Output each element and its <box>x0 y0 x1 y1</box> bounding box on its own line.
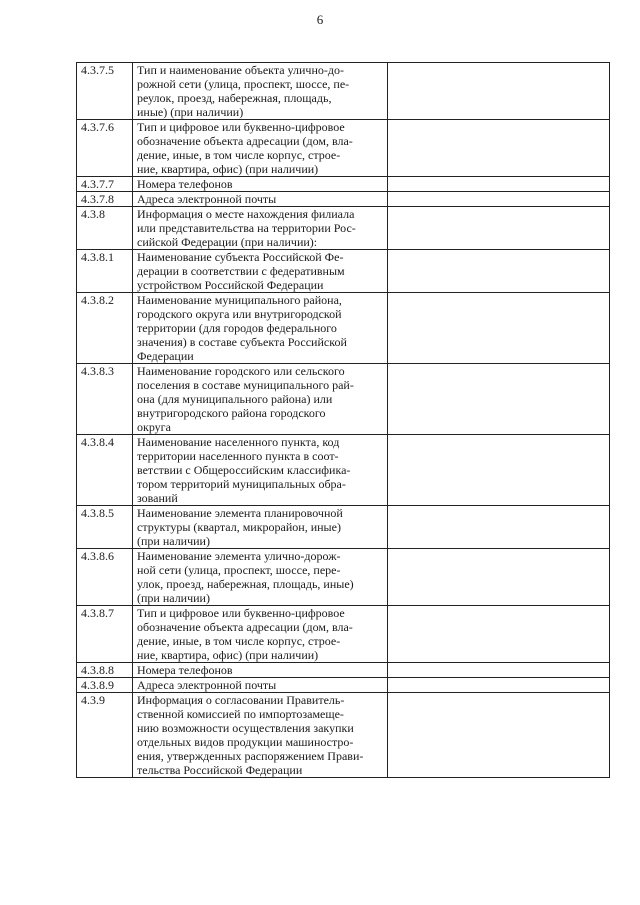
item-description: Наименование городского или сельского поселения в составе муниципального рай- она (для муниципального района) или внутригородского района городского округа <box>133 364 388 435</box>
item-description: Адреса электронной почты <box>133 678 388 693</box>
item-value-cell <box>388 606 610 663</box>
item-value-cell <box>388 435 610 506</box>
item-number: 4.3.8.4 <box>77 435 133 506</box>
item-description: Номера телефонов <box>133 177 388 192</box>
item-value-cell <box>388 177 610 192</box>
item-number: 4.3.7.6 <box>77 120 133 177</box>
item-value-cell <box>388 63 610 120</box>
item-description: Тип и цифровое или буквенно-цифровое обозначение объекта адресации (дом, вла- дение, иные, в том числе корпус, строе- ние, квартира, офис) (при наличии) <box>133 606 388 663</box>
table-row <box>77 678 610 693</box>
item-description: Информация о месте нахождения филиала или представительства на территории Рос- сийской Федерации (при наличии): <box>133 207 388 250</box>
item-number: 4.3.7.8 <box>77 192 133 207</box>
item-value-cell <box>388 549 610 606</box>
item-description: Адреса электронной почты <box>133 192 388 207</box>
table-row <box>77 293 610 364</box>
item-description: Наименование населенного пункта, код территории населенного пункта в соот- ветствии с Общероссийским классифика- тором территорий муниципальных обра- зований <box>133 435 388 506</box>
item-value-cell <box>388 663 610 678</box>
item-number: 4.3.8.5 <box>77 506 133 549</box>
item-description: Тип и цифровое или буквенно-цифровое обозначение объекта адресации (дом, вла- дение, иные, в том числе корпус, строе- ние, квартира, офис) (при наличии) <box>133 120 388 177</box>
item-description: Информация о согласовании Правитель- ственной комиссией по импортозамеще- нию возможности осуществления закупки отдельных видов продукции машиностро- ения, утвержденных распоряжением Прави- тельства Российской Федерации <box>133 693 388 778</box>
item-value-cell <box>388 693 610 778</box>
item-number: 4.3.8.9 <box>77 678 133 693</box>
table-row <box>77 435 610 506</box>
item-number: 4.3.8.2 <box>77 293 133 364</box>
table-row <box>77 63 610 120</box>
item-number: 4.3.8.7 <box>77 606 133 663</box>
item-description: Тип и наименование объекта улично-до- рожной сети (улица, проспект, шоссе, пе- реулок, проезд, набережная, площадь, иные) (при наличии) <box>133 63 388 120</box>
item-number: 4.3.8 <box>77 207 133 250</box>
page-number: 6 <box>316 12 324 27</box>
item-value-cell <box>388 120 610 177</box>
item-number: 4.3.7.7 <box>77 177 133 192</box>
item-value-cell <box>388 293 610 364</box>
item-number: 4.3.8.6 <box>77 549 133 606</box>
requirements-table <box>76 62 610 778</box>
item-description: Номера телефонов <box>133 663 388 678</box>
item-value-cell <box>388 250 610 293</box>
table-row <box>77 364 610 435</box>
item-value-cell <box>388 678 610 693</box>
table-row <box>77 693 610 778</box>
table-row <box>77 606 610 663</box>
table-row <box>77 663 610 678</box>
item-number: 4.3.9 <box>77 693 133 778</box>
item-number: 4.3.7.5 <box>77 63 133 120</box>
table-row <box>77 207 610 250</box>
item-number: 4.3.8.3 <box>77 364 133 435</box>
table-row <box>77 506 610 549</box>
item-value-cell <box>388 207 610 250</box>
item-number: 4.3.8.8 <box>77 663 133 678</box>
table-row <box>77 192 610 207</box>
item-description: Наименование субъекта Российской Фе- дерации в соответствии с федеративным устройством Российской Федерации <box>133 250 388 293</box>
item-value-cell <box>388 506 610 549</box>
item-value-cell <box>388 192 610 207</box>
item-value-cell <box>388 364 610 435</box>
table-row <box>77 177 610 192</box>
item-description: Наименование элемента планировочной структуры (квартал, микрорайон, иные) (при наличии) <box>133 506 388 549</box>
table-row <box>77 250 610 293</box>
table-row <box>77 120 610 177</box>
item-number: 4.3.8.1 <box>77 250 133 293</box>
table-row <box>77 549 610 606</box>
item-description: Наименование муниципального района, городского округа или внутригородской территории (для городов федерального значения) в составе субъекта Российской Федерации <box>133 293 388 364</box>
item-description: Наименование элемента улично-дорож- ной сети (улица, проспект, шоссе, пере- улок, проезд, набережная, площадь, иные) (при наличии) <box>133 549 388 606</box>
